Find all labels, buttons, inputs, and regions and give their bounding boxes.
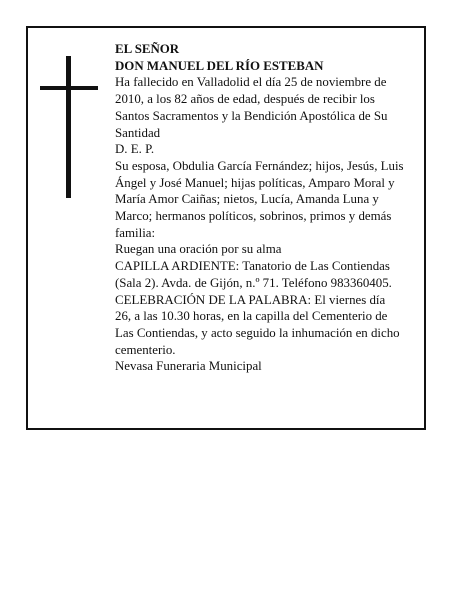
obituary-line: María Amor Caiñas; nietos, Lucía, Amanda Luna y (115, 192, 379, 207)
cross-horizontal-bar (40, 86, 98, 90)
obituary-line: 2010, a los 82 años de edad, después de recibir los (115, 92, 375, 107)
obituary-line: familia: (115, 225, 156, 240)
obituary-notice (26, 26, 426, 430)
obituary-line: Las Contiendas, y acto seguido la inhumación en dicho (115, 325, 400, 340)
obituary-heading-name: DON MANUEL DEL RÍO ESTEBAN (115, 58, 324, 73)
obituary-line: Ruegan una oración por su alma (115, 242, 282, 257)
obituary-heading-title: EL SEÑOR (115, 42, 180, 56)
obituary-line: Ángel y José Manuel; hijas políticas, Amparo Moral y (115, 175, 395, 190)
obituary-line: D. E. P. (115, 142, 155, 157)
obituary-line: Santos Sacramentos y la Bendición Apostólica de Su (115, 108, 388, 123)
cross-vertical-bar (66, 56, 71, 198)
obituary-text (115, 41, 417, 375)
obituary-line: CAPILLA ARDIENTE: Tanatorio de Las Contiendas (115, 259, 390, 274)
obituary-line: (Sala 2). Avda. de Gijón, n.º 71. Teléfono 983360405. (115, 275, 392, 290)
cross-icon (40, 56, 98, 198)
obituary-line: Marco; hermanos políticos, sobrinos, primos y demás (115, 209, 392, 224)
obituary-line: cementerio. (115, 342, 176, 357)
obituary-line: Santidad (115, 125, 161, 140)
obituary-line: Su esposa, Obdulia García Fernández; hijos, Jesús, Luis (115, 158, 404, 173)
obituary-line: 26, a las 10.30 horas, en la capilla del Cementerio de (115, 309, 388, 324)
obituary-line: Ha fallecido en Valladolid el día 25 de noviembre de (115, 75, 387, 90)
obituary-line: Nevasa Funeraria Municipal (115, 359, 262, 374)
obituary-line: CELEBRACIÓN DE LA PALABRA: El viernes día (115, 292, 386, 307)
